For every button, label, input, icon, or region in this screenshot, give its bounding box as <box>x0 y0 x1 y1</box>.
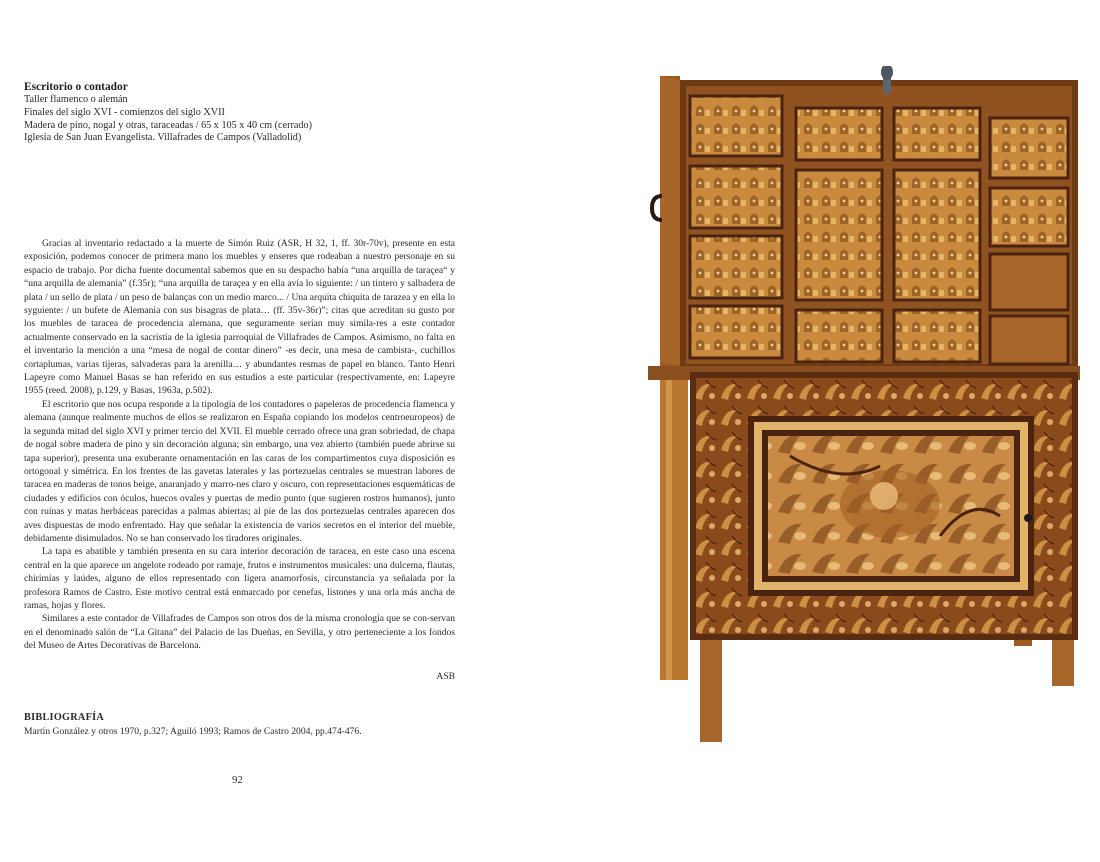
bibliography-section <box>24 711 464 738</box>
upper-cabinet <box>652 66 1078 370</box>
page-number: 92 <box>232 774 243 786</box>
paragraph: El escritorio que nos ocupa responde a la tipología de los contadores o papeleras de procedencia flamenca y alemana (aunque realmente muchos de ellos se realizaron en España copiando los modelos centroeuropeos) de la segunda mitad del siglo XVI y primer tercio del XVII. El mueble cerrado ofrece una gran sobriedad, de chapa de nogal sobre madera de pino y sin decoración alguna; sin embargo, una vez abierto (también puede abrirse su tapa superior), presenta una exuberante ornamentación en las caras de los compartimentos cuya disposición es ortogonal y simétrica. En los frentes de las gavetas laterales y las portezuelas centrales se muestran labores de taracea en maderas de tonos beige, anaranjado y marro-nes claro y oscuro, con representaciones esquemáticas de ciudades y edificios con óculos, huecos ovales y puertas de medio punto (que sugieren rostros humanos), junto con ruinas y matas herbáceas parecidas a palmas abiertas; al pie de las dos portezuelas centrales aparecen dos aves dispuestas de modo enfrentado. Hay que señalar la existencia de varios secretos en el interior del mueble, debidamente disimulados. No se han conservado los tiradores originales. <box>24 398 455 544</box>
essay-body <box>24 237 455 653</box>
author-initials: ASB <box>436 671 455 682</box>
location-line: Iglesia de San Juan Evangelista. Villafrades de Campos (Valladolid) <box>24 132 302 144</box>
materials-line: Madera de pino, nogal y otras, taraceadas / 65 x 105 x 40 cm (cerrado) <box>24 119 312 131</box>
bibliography-heading: BIBLIOGRAFÍA <box>24 712 105 723</box>
paragraph: La tapa es abatible y también presenta en su cara interior decoración de taracea, en este caso una escena central en la que aparece un angelote rodeado por ramaje, frutos e instrumentos musicales: una dulcema, flautas, chirimías y laúdes, alguno de ellos representado con ligera anamorfosis, circunstancia ya señalada por la profesora Ramos de Castro. Este motivo central está enmarcado por cenefas, listones y una orla más ancha de ramas, hojas y flores. <box>24 546 455 611</box>
bibliography-text: Martín González y otros 1970, p.327; Aguiló 1993; Ramos de Castro 2004, pp.474-476. <box>24 725 362 737</box>
catalog-header <box>24 80 464 145</box>
paragraph: Similares a este contador de Villafrades de Campos son otros dos de la misma cronología que se con-servan en el denominado salón de “La Gitana” del Palacio de las Dueñas, en Sevilla, y otro perteneciente a los fondos del Museo de Artes Decorativas de Barcelona. <box>24 613 455 652</box>
workshop-line: Taller flamenco o alemán <box>24 94 128 105</box>
cabinet-photo <box>640 66 1090 756</box>
fall-front-panel <box>690 372 1078 640</box>
paragraph: Gracias al inventario redactado a la muerte de Simón Ruiz (ASR, H 32, 1, ff. 30r-70v), presente en esta exposición, podemos conocer de primera mano los muebles y enseres que rodeaban a nuestro personaje en su espacio de trabajo. Por dicha fuente documental sabemos que en su despacho había “una arquilla de taraçea“ y “una arquilla de alemania” (f.35r); “una arquilla de taraçea y en ella avía lo siguiente: / un tintero y salbadera de plata / un sello de plata / un peso de balanças con un medio marco... / Una arquita chiquita de tarazea y en ella lo syguiente: / un bufete de Alemania con sus bisagras de plata… (ff. 35v-36r)”; citas que acreditan su gusto por los muebles de taracea de procedencia alemana, que seguramente serían muy simila-res a este contador actualmente conservado en la sacristía de la iglesia parroquial de Villafrades de Campos. Asimismo, no falta en el inventario la mención a una “mesa de nogal de contar dinero” -es decir, una mesa de cambista-, cuchillos cortaplumas, varias tijeras, salvaderas para la arenilla… y abundantes resmas de papel en blanco. Tanto Henri Lapeyre como Manuel Basas se han referido en sus estudios a este particular (respectivamente, en: Lapeyre 1955 (reed. 2008), p.129, y Basas, 1963a, p.502). <box>24 238 455 397</box>
date-line: Finales del siglo XVI - comienzos del siglo XVII <box>24 106 225 118</box>
keyhole-icon <box>1024 514 1032 522</box>
catalog-title: Escritorio o contador <box>24 81 128 93</box>
image-page <box>560 0 1100 862</box>
